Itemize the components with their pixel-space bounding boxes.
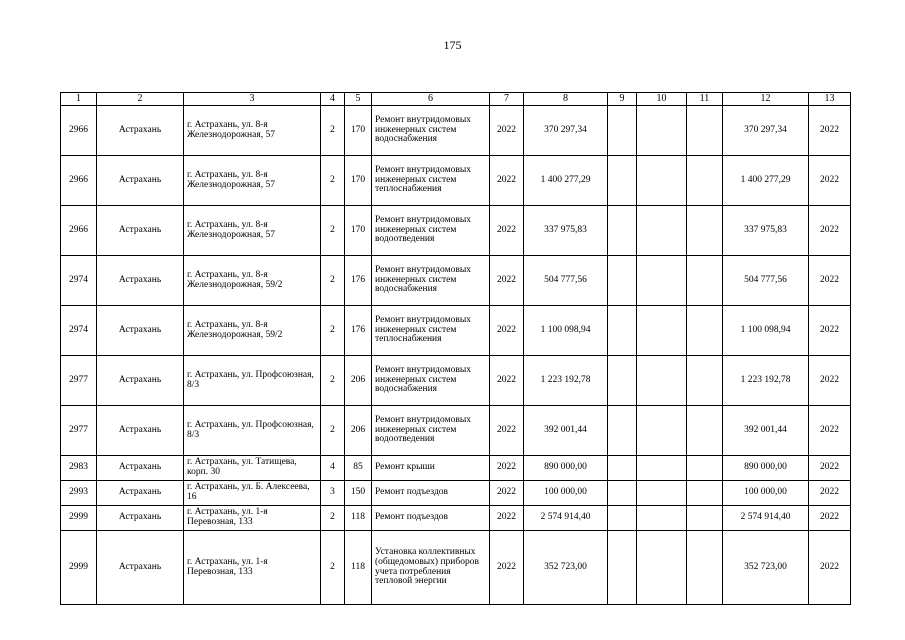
cell-municipality: Астрахань [97,356,184,406]
cell-total-cost: 100 000,00 [524,481,608,506]
cell-end-year: 2022 [809,206,851,256]
cell-end-year: 2022 [809,106,851,156]
cell-total-cost: 1 100 098,94 [524,306,608,356]
cell-start-year: 2022 [490,456,524,481]
cell-work-type: Установка коллективных (общедомовых) приборов учета потребления тепловой энергии [372,531,490,605]
cell-start-year: 2022 [490,356,524,406]
cell-address: г. Астрахань, ул. Татищева, корп. 30 [184,456,321,481]
cell-col-10 [637,306,687,356]
table-row [61,406,851,456]
cell-total-cost: 370 297,34 [524,106,608,156]
cell-record-id: 2966 [61,156,97,206]
cell-fund-amount: 100 000,00 [723,481,809,506]
cell-floors: 2 [321,506,345,531]
cell-record-id: 2974 [61,256,97,306]
cell-record-id: 2999 [61,506,97,531]
cell-record-id: 2983 [61,456,97,481]
page-number: 175 [443,38,462,52]
cell-col-10 [637,531,687,605]
cell-end-year: 2022 [809,531,851,605]
column-header-12: 12 [723,93,809,106]
cell-address: г. Астрахань, ул. 8-я Железнодорожная, 57 [184,156,321,206]
cell-address: г. Астрахань, ул. 8-я Железнодорожная, 57 [184,206,321,256]
cell-fund-amount: 337 975,83 [723,206,809,256]
cell-end-year: 2022 [809,456,851,481]
cell-address: г. Астрахань, ул. Б. Алексеева, 16 [184,481,321,506]
cell-apartments: 85 [345,456,372,481]
cell-fund-amount: 2 574 914,40 [723,506,809,531]
cell-fund-amount: 1 223 192,78 [723,356,809,406]
cell-total-cost: 1 223 192,78 [524,356,608,406]
column-header-3: 3 [184,93,321,106]
cell-col-10 [637,481,687,506]
cell-apartments: 118 [345,506,372,531]
table-row [61,506,851,531]
cell-end-year: 2022 [809,481,851,506]
cell-record-id: 2977 [61,406,97,456]
cell-floors: 2 [321,106,345,156]
cell-record-id: 2977 [61,356,97,406]
cell-col-9 [608,256,637,306]
column-header-5: 5 [345,93,372,106]
cell-floors: 2 [321,256,345,306]
cell-address: г. Астрахань, ул. 8-я Железнодорожная, 59/2 [184,256,321,306]
table-row [61,156,851,206]
table-row [61,531,851,605]
cell-total-cost: 1 400 277,29 [524,156,608,206]
cell-work-type: Ремонт крыши [372,456,490,481]
cell-apartments: 206 [345,406,372,456]
column-header-10: 10 [637,93,687,106]
cell-total-cost: 352 723,00 [524,531,608,605]
cell-total-cost: 890 000,00 [524,456,608,481]
column-header-11: 11 [687,93,723,106]
cell-municipality: Астрахань [97,456,184,481]
cell-end-year: 2022 [809,406,851,456]
cell-total-cost: 337 975,83 [524,206,608,256]
cell-apartments: 170 [345,156,372,206]
cell-col-11 [687,206,723,256]
cell-apartments: 118 [345,531,372,605]
cell-fund-amount: 352 723,00 [723,531,809,605]
table-row [61,481,851,506]
cell-col-11 [687,356,723,406]
table-row [61,106,851,156]
cell-col-10 [637,456,687,481]
cell-municipality: Астрахань [97,206,184,256]
cell-col-11 [687,531,723,605]
cell-fund-amount: 1 100 098,94 [723,306,809,356]
column-header-2: 2 [97,93,184,106]
cell-col-9 [608,156,637,206]
cell-col-11 [687,506,723,531]
cell-col-11 [687,156,723,206]
cell-start-year: 2022 [490,106,524,156]
cell-municipality: Астрахань [97,406,184,456]
cell-address: г. Астрахань, ул. 1-я Перевозная, 133 [184,531,321,605]
cell-start-year: 2022 [490,206,524,256]
table-row [61,206,851,256]
cell-work-type: Ремонт подъездов [372,481,490,506]
cell-total-cost: 2 574 914,40 [524,506,608,531]
cell-record-id: 2993 [61,481,97,506]
cell-floors: 2 [321,306,345,356]
cell-col-10 [637,356,687,406]
cell-total-cost: 392 001,44 [524,406,608,456]
cell-col-9 [608,206,637,256]
cell-start-year: 2022 [490,256,524,306]
cell-floors: 2 [321,356,345,406]
cell-apartments: 150 [345,481,372,506]
column-header-1: 1 [61,93,97,106]
cell-col-11 [687,256,723,306]
cell-fund-amount: 370 297,34 [723,106,809,156]
cell-col-9 [608,531,637,605]
cell-col-11 [687,306,723,356]
column-header-7: 7 [490,93,524,106]
cell-end-year: 2022 [809,306,851,356]
cell-record-id: 2966 [61,106,97,156]
column-number-row [61,93,851,106]
column-header-13: 13 [809,93,851,106]
cell-floors: 2 [321,406,345,456]
cell-address: г. Астрахань, ул. 1-я Перевозная, 133 [184,506,321,531]
cell-col-9 [608,506,637,531]
repair-register-table [60,92,851,605]
cell-start-year: 2022 [490,506,524,531]
cell-address: г. Астрахань, ул. Профсоюзная, 8/3 [184,406,321,456]
cell-col-10 [637,206,687,256]
cell-col-11 [687,481,723,506]
cell-address: г. Астрахань, ул. 8-я Железнодорожная, 57 [184,106,321,156]
cell-apartments: 170 [345,206,372,256]
cell-work-type: Ремонт внутридомовых инженерных систем теплоснабжения [372,156,490,206]
cell-apartments: 206 [345,356,372,406]
table-row [61,306,851,356]
cell-end-year: 2022 [809,256,851,306]
cell-col-9 [608,306,637,356]
cell-col-10 [637,406,687,456]
cell-work-type: Ремонт внутридомовых инженерных систем водоотведения [372,206,490,256]
cell-col-9 [608,106,637,156]
cell-col-10 [637,156,687,206]
cell-start-year: 2022 [490,156,524,206]
cell-work-type: Ремонт внутридомовых инженерных систем водоснабжения [372,256,490,306]
cell-end-year: 2022 [809,156,851,206]
table-row [61,356,851,406]
cell-col-9 [608,356,637,406]
cell-municipality: Астрахань [97,531,184,605]
cell-col-10 [637,106,687,156]
cell-apartments: 176 [345,256,372,306]
cell-record-id: 2974 [61,306,97,356]
table-row [61,256,851,306]
cell-municipality: Астрахань [97,481,184,506]
cell-col-9 [608,481,637,506]
cell-floors: 2 [321,156,345,206]
cell-address: г. Астрахань, ул. 8-я Железнодорожная, 59/2 [184,306,321,356]
cell-work-type: Ремонт внутридомовых инженерных систем теплоснабжения [372,306,490,356]
cell-col-10 [637,506,687,531]
cell-record-id: 2999 [61,531,97,605]
cell-municipality: Астрахань [97,156,184,206]
cell-municipality: Астрахань [97,256,184,306]
cell-fund-amount: 1 400 277,29 [723,156,809,206]
cell-municipality: Астрахань [97,506,184,531]
cell-apartments: 170 [345,106,372,156]
cell-address: г. Астрахань, ул. Профсоюзная, 8/3 [184,356,321,406]
cell-municipality: Астрахань [97,306,184,356]
cell-floors: 2 [321,531,345,605]
cell-floors: 2 [321,206,345,256]
cell-end-year: 2022 [809,506,851,531]
cell-col-9 [608,456,637,481]
cell-floors: 4 [321,456,345,481]
cell-fund-amount: 890 000,00 [723,456,809,481]
column-header-9: 9 [608,93,637,106]
cell-total-cost: 504 777,56 [524,256,608,306]
cell-floors: 3 [321,481,345,506]
column-header-4: 4 [321,93,345,106]
cell-fund-amount: 392 001,44 [723,406,809,456]
cell-apartments: 176 [345,306,372,356]
cell-end-year: 2022 [809,356,851,406]
cell-work-type: Ремонт внутридомовых инженерных систем водоснабжения [372,106,490,156]
cell-record-id: 2966 [61,206,97,256]
cell-col-11 [687,456,723,481]
column-header-8: 8 [524,93,608,106]
cell-fund-amount: 504 777,56 [723,256,809,306]
table-row [61,456,851,481]
cell-start-year: 2022 [490,481,524,506]
cell-col-10 [637,256,687,306]
cell-start-year: 2022 [490,306,524,356]
cell-col-11 [687,406,723,456]
cell-col-11 [687,106,723,156]
cell-col-9 [608,406,637,456]
cell-work-type: Ремонт подъездов [372,506,490,531]
cell-work-type: Ремонт внутридомовых инженерных систем водоснабжения [372,356,490,406]
cell-municipality: Астрахань [97,106,184,156]
cell-work-type: Ремонт внутридомовых инженерных систем водоотведения [372,406,490,456]
cell-start-year: 2022 [490,406,524,456]
column-header-6: 6 [372,93,490,106]
cell-start-year: 2022 [490,531,524,605]
